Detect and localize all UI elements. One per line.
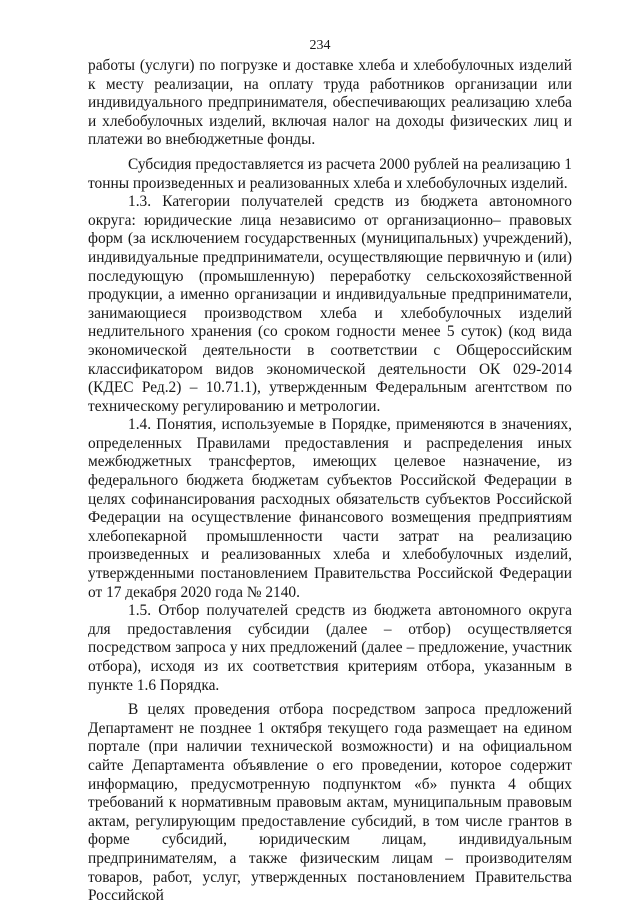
paragraph-1-4: 1.4. Понятия, используемые в Порядке, применяются в значениях, определенных Правилами предоставления и распределения иных межбюджетных трансфертов, имеющих целевое назначение, из федерального бюджета бюджетам субъектов Российской Федерации в целях софинансирования расходных обязательств субъектов Российской Федерации на осуществление финансового возмещения предприятиям хлебопекарной промышленности части затрат на реализацию произведенных и реализованных хлеба и хлебобулочных изделий, утвержденными постановлением Правительства Российской Федерации от 17 декабря 2020 года № 2140.	[88, 416, 572, 601]
paragraph-subsidy-rate: Субсидия предоставляется из расчета 2000 рублей на реализацию 1 тонны произведенных и реализованных хлеба и хлебобулочных изделий.	[88, 155, 572, 192]
paragraph-1-5: 1.5. Отбор получателей средств из бюджета автономного округа для предоставления субсидии (далее – отбор) осуществляется посредством запроса у них предложений (далее – предложение, участник отбора), исходя из их соответствия критериям отбора, указанным в пункте 1.6 Порядка.	[88, 602, 572, 694]
paragraph-continuation: работы (услуги) по погрузке и доставке хлеба и хлебобулочных изделий к месту реализации, на оплату труда работников организации или индивидуального предпринимателя, обеспечивающих реализацию хлеба и хлебобулочных изделий, включая налог на доходы физических лиц и платежи во внебюджетные фонды.	[88, 57, 572, 149]
document-body	[88, 57, 572, 906]
paragraph-selection-procedure: В целях проведения отбора посредством запроса предложений Департамент не позднее 1 октября текущего года размещает на едином портале (при наличии технической возможности) и на официальном сайте Департамента объявление о его проведении, которое содержит информацию, предусмотренную подпунктом «б» пункта 4 общих требований к нормативным правовым актам, муниципальным правовым актам, регулирующим предоставление субсидий, в том числе грантов в форме субсидий, юридическим лицам, индивидуальным предпринимателям, а также физическим лицам – производителям товаров, работ, услуг, утвержденных постановлением Правительства Российской	[88, 701, 572, 905]
paragraph-1-3: 1.3. Категории получателей средств из бюджета автономного округа: юридические лица независимо от организационно– правовых форм (за исключением государственных (муниципальных) учреждений), индивидуальные предприниматели, осуществляющие первичную и (или) последующую (промышленную) переработку сельскохозяйственной продукции, а именно организации и индивидуальные предприниматели, занимающиеся производством хлеба и хлебобулочных изделий недлительного хранения (со сроком годности менее 5 суток) (код вида экономической деятельности в соответствии с Общероссийским классификатором видов экономической деятельности ОК 029-2014 (КДЕС Ред.2) – 10.71.1), утвержденным Федеральным агентством по техническому регулированию и метрологии.	[88, 193, 572, 415]
page-number: 234	[309, 38, 331, 53]
